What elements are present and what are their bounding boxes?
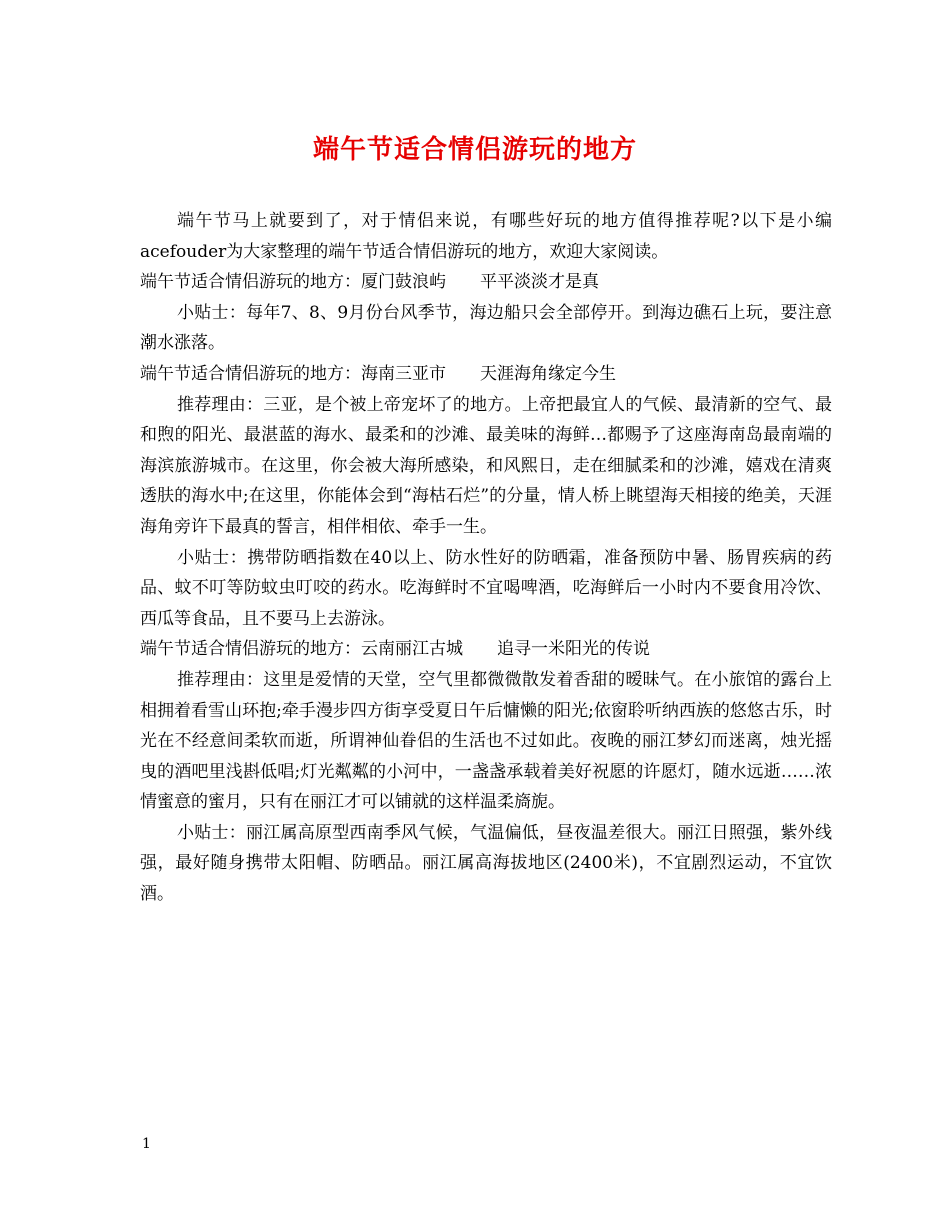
section-heading-xiamen: 端午节适合情侣游玩的地方：厦门鼓浪屿 平平淡淡才是真 <box>140 272 599 293</box>
page-number: 1 <box>142 1136 151 1152</box>
tip-paragraph-xiamen: 小贴士：每年7、8、9月份台风季节，海边船只会全部停开。到海边礁石上玩，要注意潮水涨落。 <box>140 302 832 354</box>
document-title: 端午节适合情侣游玩的地方 <box>312 135 637 165</box>
section-heading-lijiang: 端午节适合情侣游玩的地方：云南丽江古城 追寻一米阳光的传说 <box>140 639 650 660</box>
reason-paragraph-sanya: 推荐理由：三亚，是个被上帝宠坏了的地方。上帝把最宜人的气候、最清新的空气、最和煦的阳光、最湛蓝的海水、最柔和的沙滩、最美味的海鲜…都赐予了这座海南岛最南端的海滨旅游城市。在这里，你会被大海所感染，和风熙日，走在细腻柔和的沙滩，嬉戏在清爽透肤的海水中;在这里，你能体会到“海枯石烂”的分量，情人桥上眺望海天相接的绝美，天涯海角旁许下最真的誓言，相伴相依、牵手一生。 <box>140 394 832 537</box>
section-heading-sanya: 端午节适合情侣游玩的地方：海南三亚市 天涯海角缘定今生 <box>140 363 616 384</box>
intro-paragraph: 端午节马上就要到了，对于情侣来说，有哪些好玩的地方值得推荐呢?以下是小编acefouder为大家整理的端午节适合情侣游玩的地方，欢迎大家阅读。 <box>140 211 832 262</box>
tip-paragraph-sanya: 小贴士：携带防晒指数在40以上、防水性好的防晒霜，准备预防中暑、肠胃疾病的药品、蚊不叮等防蚊虫叮咬的药水。吃海鲜时不宜喝啤酒，吃海鲜后一小时内不要食用冷饮、西瓜等食品，且不要马上去游泳。 <box>140 547 832 629</box>
document-body <box>140 206 832 910</box>
tip-paragraph-lijiang: 小贴士：丽江属高原型西南季风气候，气温偏低，昼夜温差很大。丽江日照强，紫外线强，最好随身携带太阳帽、防晒品。丽江属高海拔地区(2400米)，不宜剧烈运动，不宜饮酒。 <box>140 822 832 905</box>
reason-paragraph-lijiang: 推荐理由：这里是爱情的天堂，空气里都微微散发着香甜的暧昧气。在小旅馆的露台上相拥着看雪山环抱;牵手漫步四方街享受夏日午后慵懒的阳光;依窗聆听纳西族的悠悠古乐，时光在不经意间柔软而逝，所谓神仙眷侣的生活也不过如此。夜晚的丽江梦幻而迷离，烛光摇曳的酒吧里浅斟低唱;灯光粼粼的小河中，一盏盏承载着美好祝愿的许愿灯，随水远逝……浓情蜜意的蜜月，只有在丽江才可以铺就的这样温柔旖旎。 <box>140 669 832 813</box>
